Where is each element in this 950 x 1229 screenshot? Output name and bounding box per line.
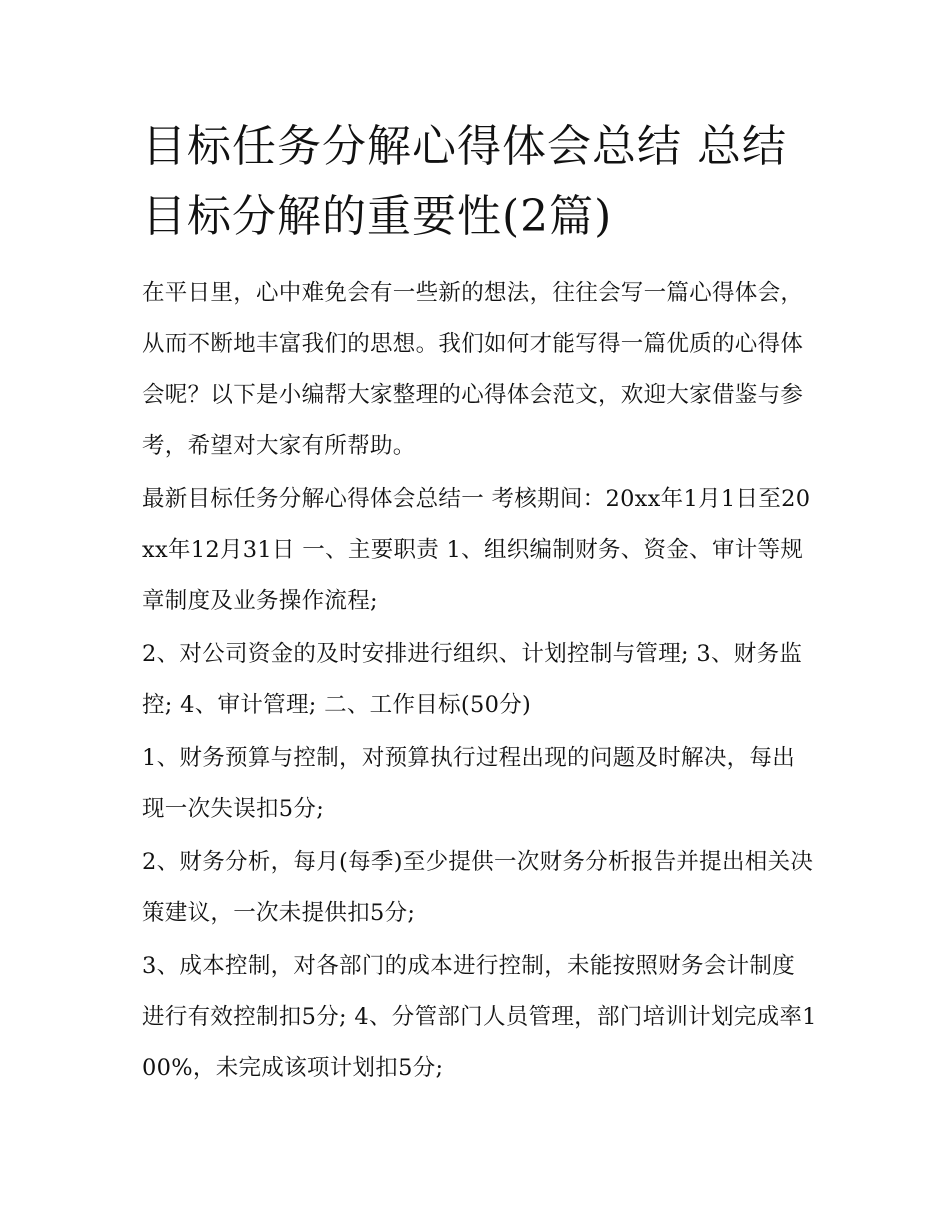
document-title: 目标任务分解心得体会总结 总结目标分解的重要性(2篇) <box>142 121 787 242</box>
paragraph-cost-control: 3、成本控制，对各部门的成本进行控制，未能按照财务会计制度进行有效控制扣5分; 4、分管部门人员管理，部门培训计划完成率100%，未完成该项计划扣5分; <box>142 953 817 1081</box>
document-body <box>142 268 817 1094</box>
paragraph-financial-analysis: 2、财务分析，每月(每季)至少提供一次财务分析报告并提出相关决策建议，一次未提供扣5分; <box>142 849 814 926</box>
paragraph-duties: 2、对公司资金的及时安排进行组织、计划控制与管理; 3、财务监控; 4、审计管理; 二、工作目标(50分) <box>142 641 803 718</box>
paragraph-assessment-period: 最新目标任务分解心得体会总结一 考核期间：20xx年1月1日至20xx年12月31日 一、主要职责 1、组织编制财务、资金、审计等规章制度及业务操作流程; <box>142 486 811 614</box>
document-page <box>142 112 817 1096</box>
paragraph-budget-control: 1、财务预算与控制，对预算执行过程出现的问题及时解决，每出现一次失误扣5分; <box>142 745 796 822</box>
paragraph-intro: 在平日里，心中难免会有一些新的想法，往往会写一篇心得体会，从而不断地丰富我们的思想。我们如何才能写得一篇优质的心得体会呢？以下是小编帮大家整理的心得体会范文，欢迎大家借鉴与参考，希望对大家有所帮助。 <box>142 280 804 459</box>
